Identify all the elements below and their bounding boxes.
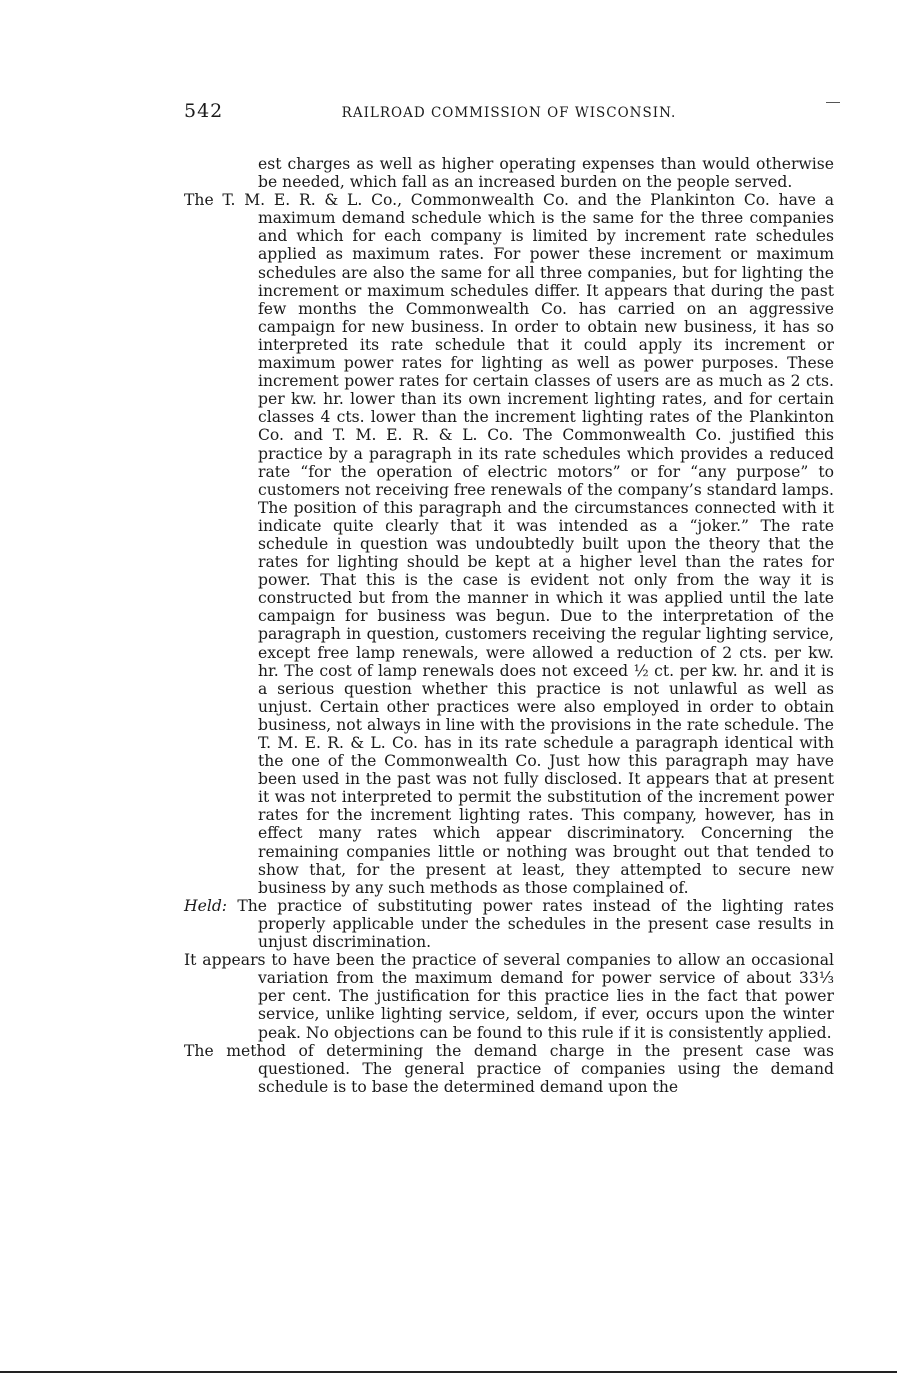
held-label: Held: — [184, 896, 228, 915]
page-header — [184, 100, 834, 130]
body-text — [184, 155, 834, 1096]
paragraph-continuation: est charges as well as higher operating expenses than would otherwise be needed, which fall as an increased burden on the people served. — [258, 155, 834, 192]
paragraph-demand-variation: It appears to have been the practice of several companies to allow an occasional variation from the maximum demand for power service of about 33⅓ per cent. The justification for this practice lies in the fact that power service, unlike lighting service, seldom, if ever, occurs upon the winter peak. No objections can be found to this rule if it is consistently applied. — [184, 951, 834, 1042]
paragraph-rate-schedules: The T. M. E. R. & L. Co., Commonwealth Co. and the Plankinton Co. have a maximum demand schedule which is the same for the three companies and which for each company is limited by increment rate schedules applied as maximum rates. For power these increment or maximum schedules are also the same for all three companies, but for lighting the increment or maximum schedules differ. It appears that during the past few months the Commonwealth Co. has carried on an aggressive campaign for new business. In order to obtain new business, it has so interpreted its rate schedule that it could apply its increment or maximum power rates for lighting as well as power purposes. These increment power rates for certain classes of users are as much as 2 cts. per kw. hr. lower than its own increment lighting rates, and for certain classes 4 cts. lower than the increment lighting rates of the Plankinton Co. and T. M. E. R. & L. Co. The Commonwealth Co. justified this practice by a paragraph in its rate schedules which provides a reduced rate “for the operation of electric motors” or for “any purpose” to customers not receiving free renewals of the company’s standard lamps. The position of this paragraph and the circumstances connected with it indicate quite clearly that it was intended as a “joker.” The rate schedule in question was undoubtedly built upon the theory that the rates for lighting should be kept at a higher level than the rates for power. That this is the case is evident not only from the way it is constructed but from the manner in which it was applied until the late campaign for business was begun. Due to the interpretation of the paragraph in question, customers receiving the regular lighting service, except free lamp renewals, were allowed a reduction of 2 cts. per kw. hr. The cost of lamp renewals does not exceed ½ ct. per kw. hr. and it is a serious question whether this practice is not unlawful as well as unjust. Certain other practices were also employed in order to obtain business, not always in line with the provisions in the rate schedule. The T. M. E. R. & L. Co. has in its rate schedule a paragraph identical with the one of the Commonwealth Co. Just how this paragraph may have been used in the past was not fully disclosed. It appears that at present it was not interpreted to permit the substitution of the increment power rates for the increment lighting rates. This company, however, has in effect many rates which appear discriminatory. Concerning the remaining companies little or nothing was brought out that tended to show that, for the present at least, they attempted to secure new business by any such methods as those complained of. — [184, 191, 834, 897]
paragraph-demand-charge: The method of determining the demand charge in the present case was questioned. The general practice of companies using the demand schedule is to base the determined demand upon the — [184, 1041, 834, 1096]
bottom-scan-border — [0, 1371, 897, 1373]
running-head: RAILROAD COMMISSION OF WISCONSIN. — [341, 105, 677, 121]
header-dash-mark — [826, 102, 840, 103]
paragraph-held — [184, 897, 834, 951]
held-text: The practice of substituting power rates instead of the lighting rates properly applicable under the schedules in the present case results in unjust discrimination. — [227, 896, 834, 952]
page-number: 542 — [184, 100, 224, 122]
